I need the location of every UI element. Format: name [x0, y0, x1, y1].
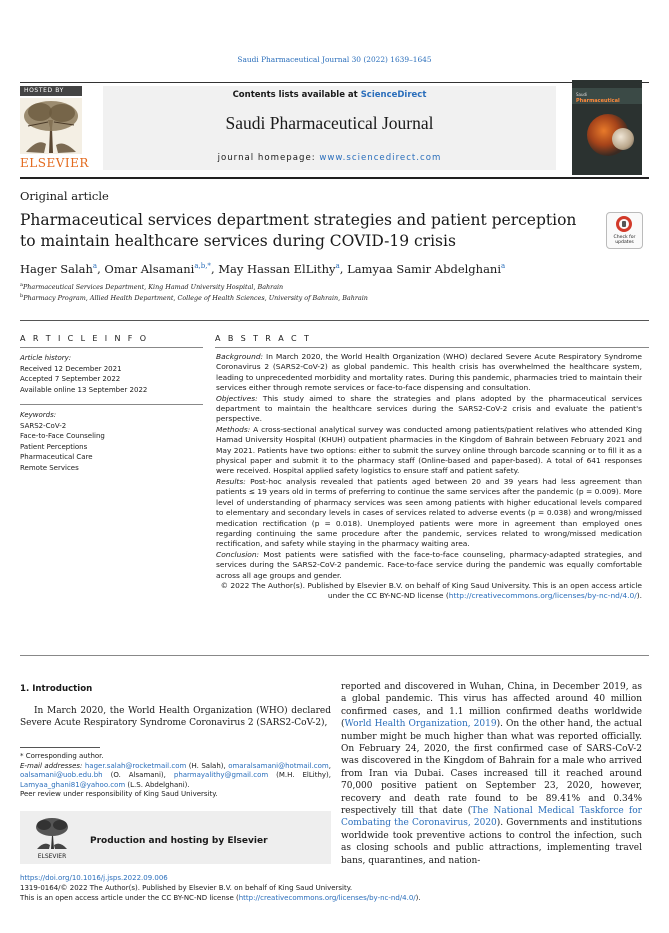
journal-name[interactable]: Saudi Pharmaceutical Journal [225, 113, 434, 133]
issn-line: 1319-0164/© 2022 The Author(s). Published by Elsevier B.V. on behalf of King Saud University. [20, 883, 353, 892]
affiliation-a-text: Pharmaceutical Services Department, King Hamad University Hospital, Bahrain [22, 283, 284, 292]
abstract-copyright [216, 581, 642, 602]
email-link[interactable]: pharmayalithy@gmail.com [173, 771, 269, 780]
contents-prefix: Contents lists available at [232, 90, 358, 100]
production-box [20, 811, 331, 864]
copyright-text: © 2022 The Author(s). Published by Elsevier B.V. on behalf of King Saud University. This is an open access article under the CC BY-NC-ND license ( [220, 580, 642, 601]
affiliation-b-label: b [20, 293, 24, 299]
keyword: Pharmaceutical Care [20, 453, 93, 461]
article-info-rule [20, 347, 203, 348]
affiliation-a-label: a [20, 282, 23, 288]
journal-citation[interactable]: Saudi Pharmaceutical Journal 30 (2022) 1639–1645 [237, 55, 432, 64]
abstract-objectives [216, 394, 642, 425]
intro-paragraph: In March 2020, the World Health Organization (WHO) declared Severe Acute Respiratory Syndrome Coronavirus 2 (SARS2-CoV-2), [20, 706, 331, 729]
author-affiliation-mark[interactable]: a [335, 262, 340, 271]
license-link[interactable]: http://creativecommons.org/licenses/by-nc-nd/4.0/ [448, 591, 637, 601]
email-link[interactable]: hager.salah@rocketmail.com [84, 761, 187, 770]
email-addresses: E-mail addresses: hager.salah@rocketmail.com (H. Salah), omaralsamani@hotmail.com, oalsamani@uob.edu.bh (O. Alsamani), pharmayalithy@gmail.com (M.H. ElLithy), Lamyaa_ghani81@yahoo.com (L.S. Abdelghani). [20, 761, 331, 789]
intro-left-column [20, 705, 331, 730]
citation-who-link[interactable]: World Health Organization, 2019 [344, 719, 497, 730]
abstract-conclusion [216, 550, 642, 581]
abstract-methods [216, 425, 642, 477]
author-name[interactable]: Omar Alsamani [104, 262, 195, 276]
sciencedirect-link[interactable]: ScienceDirect [360, 90, 427, 100]
footer-license-link[interactable]: http://creativecommons.org/licenses/by-nc-nd/4.0/ [238, 893, 416, 902]
contents-line [103, 90, 556, 100]
journal-homepage [103, 153, 556, 163]
abstract-objectives-label: Objectives: [216, 393, 258, 403]
doi-link[interactable]: https://doi.org/10.1016/j.jsps.2022.09.006 [20, 874, 168, 882]
footnotes [20, 752, 331, 800]
intro-right-column [341, 681, 642, 867]
abstract-methods-text: A cross-sectional analytical survey was conducted among patients/patient relatives who attended King Hamad University Hospital (KHUH) outpatient pharmacies in the Kingdom of Bahrain between February 2021 and May 2021. Patients have two options: either to submit the survey online through barcode scanning or to fill it as a physical paper and submit it to the pharmacy staff (Online-based and paper-based). A total of 641 responses were received. Hospital applied safety logistics to ensure staff and patient safety. [216, 424, 642, 476]
footnote-rule [20, 747, 100, 748]
intro-paragraph-continued: reported and discovered in Wuhan, China, in December 2019, as a global pandemic. This virus has affected around 40 million confirmed cases, and 1.1 million confirmed deaths worldwide (World Health Organization, 2019). On the other hand, the actual number might be much higher than what was reported officially. On February 24, 2020, the first confirmed case of SARS-CoV-2 was discovered in the Kingdom of Bahrain for a male who arrived from Iran via Dubai. Cases increased till it reached around 70,000 positive patient on September 23, 2020, however, recovery and death rate found to be 89.41% and 0.34% respectively till that date (The National Medical Taskforce for Combating the Coronavirus, 2020). Governments and institutions worldwide took preventive actions to control the infection, such as closing schools and public attractions, implementing travel bans, quarantines, and nation- [341, 682, 643, 866]
corresponding-author-note: * Corresponding author. [20, 752, 104, 760]
abstract-conclusion-text: Most patients were satisfied with the face-to-face counseling, pharmacy-adapted strategies, and services during the SARS2-CoV-2 pandemic. Face-to-face service during the pandemic was equally comfortable across all age groups and gender. [216, 549, 642, 580]
affiliation-a [20, 282, 283, 291]
article-title: Pharmaceutical services department strategies and patient perception to maintain healthcare services during COVID-19 crisis [20, 211, 577, 250]
head-divider [20, 320, 649, 321]
author-name[interactable]: Hager Salah [20, 262, 93, 276]
article-info-heading: A R T I C L E I N F O [20, 334, 149, 343]
author-affiliation-mark[interactable]: a,b,* [194, 262, 211, 271]
abstract-objectives-text: This study aimed to share the strategies and plans adopted by the pharmaceutical services department to maintain the healthcare services during the SARS2-CoV-2 crisis and evaluate the patient's perspective. [216, 393, 642, 424]
production-text: Production and hosting by Elsevier [90, 836, 268, 846]
elsevier-wordmark: ELSEVIER [20, 156, 89, 170]
author-list [20, 262, 505, 276]
abstract-background-label: Background: [216, 352, 264, 361]
copyright-end: ). [636, 591, 642, 601]
homepage-link[interactable]: www.sciencedirect.com [319, 153, 442, 163]
abstract-background [216, 352, 642, 394]
keyword: SARS2-CoV-2 [20, 421, 67, 430]
abstract-results-label: Results: [216, 476, 246, 486]
citation-taskforce-link[interactable]: The National Medical Taskforce for Combating the Coronavirus, 2020 [341, 806, 642, 829]
check-updates-icon [616, 216, 632, 232]
history-accepted: Accepted 7 September 2022 [20, 375, 121, 383]
peer-review-note: Peer review under responsibility of King Saud University. [20, 790, 218, 799]
author-affiliation-mark[interactable]: a [92, 262, 98, 271]
keywords-rule [20, 404, 203, 405]
keyword: Remote Services [20, 463, 79, 472]
elsevier-tree-icon [20, 98, 82, 154]
keyword: Patient Perceptions [20, 442, 88, 451]
keyword-list [20, 410, 203, 473]
email-label: E-mail addresses: [20, 761, 83, 770]
intro-heading: 1. Introduction [20, 684, 93, 694]
author-name[interactable]: Lamyaa Samir Abdelghani [347, 262, 502, 276]
elsevier-small-logo-icon [27, 815, 77, 860]
author-separator: , [97, 262, 105, 276]
check-updates-label: Check for updates [613, 235, 636, 245]
abstract-background-text: In March 2020, the World Health Organization (WHO) declared Severe Acute Respiratory Syndrome Coronavirus 2 (SARS2-CoV-2) as global pandemic. This health crisis has overwhelmed the healthcare system, leading to unprecedented morbidity and mortality rates. During this pandemic, pharmacies tried to maintain their services either through remote services or face-to-face dispensing and consultation. [216, 352, 642, 393]
header-bottom-rule [20, 177, 649, 179]
cover-title-line1: Saudi [576, 92, 588, 97]
cover-image-circle-small [612, 128, 634, 150]
abstract-heading: A B S T R A C T [215, 334, 312, 343]
abstract-body [216, 352, 642, 602]
cover-title-line2: Pharmaceutical [576, 98, 620, 104]
affiliation-b [20, 293, 368, 302]
abstract-rule [215, 347, 649, 348]
abstract-results [216, 477, 642, 550]
history-online: Available online 13 September 2022 [20, 385, 148, 394]
page-footer [20, 874, 649, 903]
author-affiliation-mark[interactable]: a [501, 262, 506, 271]
abstract-results-text: Post-hoc analysis revealed that patients aged between 20 and 39 years had less agreement than patients ≤ 19 years old in terms of preferring to continue the same services after the pandemic (p = 0.009). More level of understanding of pharmacy services was seen among patients with higher educational levels compared to elementary and secondary levels in cases of services related to adverse events (p = 0.038) and wrong/missed medication rectification (p = 0.018). Unemployed patients were more in agreement than employed ones regarding continuing the same procedure after the pandemic, services related to wrong/missed medication rectification, and safety while staying in the pharmacy waiting area. [216, 476, 642, 549]
article-type: Original article [20, 189, 109, 203]
elsevier-logo[interactable] [20, 86, 89, 170]
author-separator: , [210, 262, 219, 276]
history-received: Received 12 December 2021 [20, 364, 122, 373]
affiliation-b-text: Pharmacy Program, Allied Health Department, College of Health Sciences, University of Bahrain, Bahrain [23, 294, 368, 303]
history-label: Article history: [20, 354, 72, 362]
author-separator: , [339, 262, 348, 276]
author-name[interactable]: May Hassan ElLithy [218, 262, 336, 276]
journal-cover[interactable] [572, 80, 642, 175]
keyword: Face-to-Face Counseling [20, 432, 105, 440]
abstract-conclusion-label: Conclusion: [216, 549, 260, 559]
production-logo-word: ELSEVIER [37, 853, 67, 860]
journal-header-box [103, 86, 556, 170]
abstract-methods-label: Methods: [216, 424, 251, 434]
open-access-line: This is an open access article under the CC BY-NC-ND license (http://creativecommons.org/licenses/by-nc-nd/4.0/). [20, 893, 421, 902]
email-link[interactable]: omaralsamani@hotmail.com [228, 761, 329, 770]
email-link[interactable]: Lamyaa_ghani81@yahoo.com [20, 780, 126, 789]
header-top-rule [20, 82, 649, 83]
keywords-label: Keywords: [20, 411, 57, 419]
article-history [20, 353, 203, 395]
abstract-bottom-rule [20, 655, 649, 656]
check-for-updates-button[interactable] [606, 212, 643, 249]
email-link[interactable]: oalsamani@uob.edu.bh [20, 771, 103, 780]
homepage-prefix: journal homepage: [217, 153, 316, 163]
hosted-by-label: HOSTED BY [20, 86, 82, 96]
